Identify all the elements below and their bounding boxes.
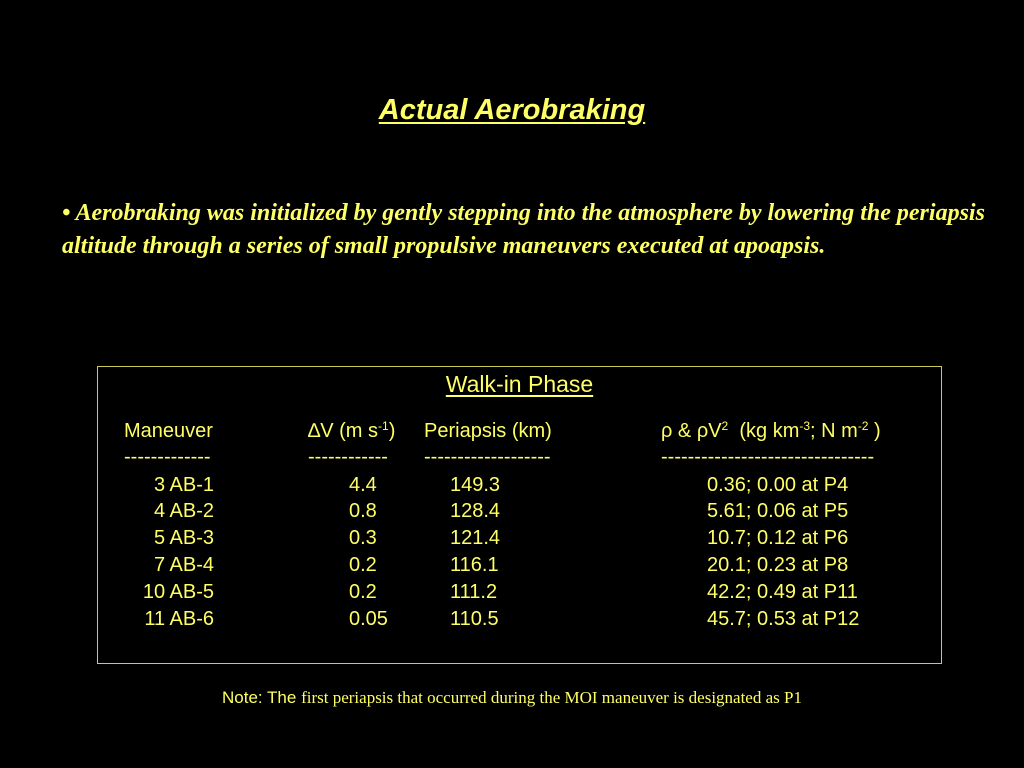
table-title: Walk-in Phase bbox=[445, 371, 594, 397]
divider-delta-v: ------------ bbox=[308, 446, 388, 468]
cell-density: 0.36; 0.00 at P4 bbox=[707, 474, 849, 496]
cell-periapsis: 116.1 bbox=[450, 554, 499, 576]
divider-maneuver: ------------- bbox=[124, 446, 211, 468]
table-row bbox=[98, 525, 941, 551]
cell-delta-v: 4.4 bbox=[349, 474, 377, 496]
header-delta-v: ∆V (m $s^{-1}$) bbox=[308, 419, 396, 442]
cell-maneuver: 5 AB-3 bbox=[153, 527, 214, 549]
bullet-symbol: • bbox=[62, 200, 71, 226]
cell-delta-v: 0.2 bbox=[349, 581, 377, 603]
cell-delta-v: 0.3 bbox=[349, 527, 377, 549]
cell-maneuver: 11 AB-6 bbox=[144, 608, 214, 630]
bullet-text: Aerobraking was initialized by gently stepping into the atmosphere by lowering the periapsis altitude through a series of small propulsive maneuvers executed at apoapsis. bbox=[62, 200, 985, 259]
cell-periapsis: 121.4 bbox=[450, 527, 501, 549]
walk-in-phase-table bbox=[97, 366, 942, 664]
cell-density: 5.61; 0.06 at P5 bbox=[707, 500, 849, 522]
divider-periapsis: ------------------- bbox=[424, 446, 551, 468]
cell-periapsis: 128.4 bbox=[450, 500, 501, 522]
cell-delta-v: 0.2 bbox=[349, 554, 377, 576]
divider-density: -------------------------------- bbox=[661, 446, 875, 468]
footnote bbox=[0, 688, 1024, 708]
note-label: Note: The bbox=[222, 688, 297, 707]
slide-title: Actual Aerobraking bbox=[378, 94, 646, 126]
cell-periapsis: 111.2 bbox=[450, 581, 498, 603]
cell-density: 45.7; 0.53 at P12 bbox=[707, 608, 860, 630]
cell-maneuver: 7 AB-4 bbox=[153, 554, 214, 576]
table-divider-row bbox=[98, 444, 941, 470]
header-periapsis: Periapsis (km) bbox=[424, 420, 552, 442]
bullet-paragraph bbox=[62, 197, 992, 263]
table-row bbox=[98, 472, 941, 498]
cell-periapsis: 110.5 bbox=[450, 608, 499, 630]
header-density: ρ & $\rho V^2$ (kg $km^{-3}$; N $m^{-2}$ ) bbox=[661, 419, 881, 442]
cell-maneuver: 4 AB-2 bbox=[153, 500, 214, 522]
table-row bbox=[98, 579, 941, 605]
cell-delta-v: 0.05 bbox=[349, 608, 388, 630]
cell-maneuver: 3 AB-1 bbox=[153, 474, 214, 496]
cell-delta-v: 0.8 bbox=[349, 500, 377, 522]
cell-density: 10.7; 0.12 at P6 bbox=[707, 527, 849, 549]
table-row bbox=[98, 498, 941, 524]
table-row bbox=[98, 606, 941, 632]
cell-density: 42.2; 0.49 at P11 bbox=[707, 581, 858, 603]
cell-density: 20.1; 0.23 at P8 bbox=[707, 554, 849, 576]
table-row bbox=[98, 552, 941, 578]
cell-periapsis: 149.3 bbox=[450, 474, 501, 496]
cell-maneuver: 10 AB-5 bbox=[142, 581, 214, 603]
header-maneuver: Maneuver bbox=[124, 420, 213, 442]
note-text: first periapsis that occurred during the MOI maneuver is designated as P1 bbox=[301, 688, 802, 707]
table-header-row bbox=[98, 418, 941, 444]
